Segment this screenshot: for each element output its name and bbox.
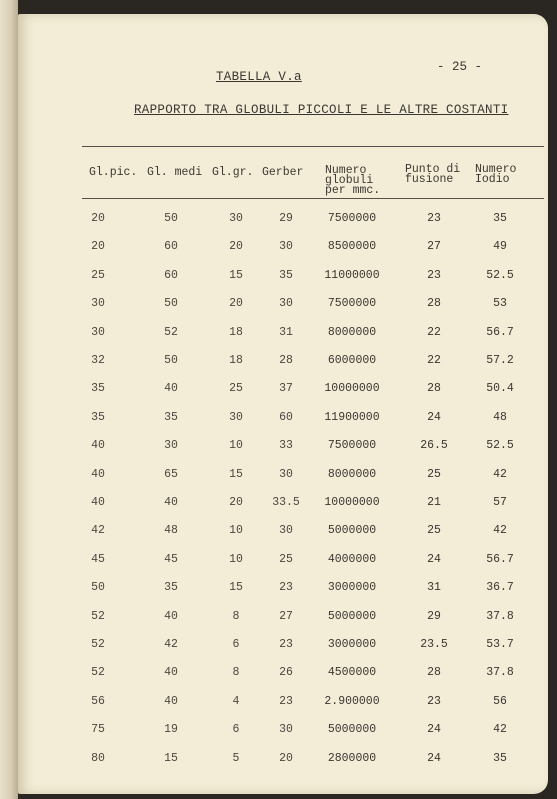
table-cell: 18 — [229, 354, 243, 367]
table-cell: 18 — [229, 325, 243, 339]
table-cell: 29 — [427, 609, 441, 623]
table-cell: 40 — [164, 496, 178, 509]
table-cell: 24 — [427, 751, 441, 765]
table-cell: 24 — [427, 410, 441, 424]
table-cell: 56.7 — [486, 552, 514, 566]
table-cell: 28 — [279, 354, 293, 367]
table-cell: 19 — [164, 723, 178, 737]
table-cell: 48 — [164, 524, 178, 538]
table-cell: 10 — [229, 552, 243, 566]
table-cell: 15 — [229, 268, 243, 282]
table-cell: 52 — [91, 666, 105, 680]
column-header: Gl.pic. — [89, 166, 138, 179]
table-cell: 23.5 — [420, 638, 448, 651]
table-cell: 11900000 — [324, 410, 380, 424]
table-cell: 4000000 — [327, 552, 377, 566]
table-cell: 23 — [427, 268, 441, 282]
table-cell: 52 — [91, 638, 105, 651]
table-cell: 22 — [427, 325, 441, 339]
table-cell: 36.7 — [486, 581, 514, 595]
table-cell: 4 — [232, 694, 240, 708]
table-cell: 23 — [279, 581, 293, 595]
table-cell: 4500000 — [327, 666, 377, 680]
table-cell: 27 — [427, 240, 441, 254]
table-cell: 20 — [91, 240, 105, 254]
column-header: Numero Iodio — [475, 163, 517, 186]
table-header-rule — [82, 198, 544, 199]
page-title: RAPPORTO TRA GLOBULI PICCOLI E LE ALTRE COSTANTI — [134, 103, 509, 117]
table-cell: 2.900000 — [324, 694, 380, 708]
table-cell: 28 — [427, 297, 441, 311]
table-cell: 5000000 — [327, 609, 377, 623]
table-cell: 40 — [91, 467, 105, 481]
table-cell: 40 — [164, 609, 178, 623]
table-cell: 22 — [427, 354, 441, 367]
table-cell: 26.5 — [420, 439, 448, 453]
table-cell: 15 — [229, 467, 243, 481]
table-cell: 42 — [493, 723, 507, 737]
table-cell: 7500000 — [327, 439, 377, 453]
table-cell: 60 — [279, 410, 293, 424]
table-cell: 40 — [164, 382, 178, 396]
table-cell: 42 — [493, 467, 507, 481]
table-cell: 33 — [279, 439, 293, 453]
table-cell: 25 — [279, 552, 293, 566]
table-cell: 42 — [493, 524, 507, 538]
table-cell: 30 — [91, 325, 105, 339]
table-cell: 23 — [279, 638, 293, 651]
table-cell: 15 — [164, 751, 178, 765]
table-cell: 35 — [164, 410, 178, 424]
column-header: Gerber — [262, 166, 304, 179]
table-cell: 80 — [91, 751, 105, 765]
table-cell: 35 — [164, 581, 178, 595]
table-cell: 50 — [164, 297, 178, 311]
table-cell: 7500000 — [327, 297, 377, 311]
table-cell: 20 — [229, 240, 243, 254]
table-cell: 30 — [91, 297, 105, 311]
table-cell: 5 — [232, 751, 240, 765]
table-cell: 23 — [427, 694, 441, 708]
table-cell: 30 — [229, 410, 243, 424]
table-cell: 42 — [164, 638, 178, 651]
table-cell: 56.7 — [486, 325, 514, 339]
table-cell: 57 — [493, 496, 507, 509]
table-cell: 37 — [279, 382, 293, 396]
table-cell: 28 — [427, 666, 441, 680]
table-cell: 50 — [164, 212, 178, 225]
table-cell: 23 — [279, 694, 293, 708]
table-cell: 53.7 — [486, 638, 514, 651]
table-cell: 75 — [91, 723, 105, 737]
table-cell: 49 — [493, 240, 507, 254]
table-cell: 6000000 — [327, 354, 377, 367]
table-cell: 30 — [279, 240, 293, 254]
table-cell: 30 — [229, 212, 243, 225]
page-number: - 25 - — [437, 60, 483, 74]
table-cell: 52 — [91, 609, 105, 623]
table-cell: 21 — [427, 496, 441, 509]
table-cell: 30 — [279, 297, 293, 311]
table-cell: 8000000 — [327, 325, 377, 339]
table-cell: 25 — [427, 524, 441, 538]
table-cell: 10 — [229, 439, 243, 453]
table-top-rule — [82, 146, 544, 147]
table-cell: 35 — [493, 212, 507, 225]
table-cell: 56 — [493, 694, 507, 708]
table-cell: 40 — [164, 666, 178, 680]
table-cell: 11000000 — [324, 268, 380, 282]
table-cell: 27 — [279, 609, 293, 623]
table-cell: 3000000 — [327, 638, 377, 651]
table-cell: 23 — [427, 212, 441, 225]
table-cell: 28 — [427, 382, 441, 396]
table-cell: 30 — [279, 723, 293, 737]
table-cell: 5000000 — [327, 723, 377, 737]
table-cell: 57.2 — [486, 354, 514, 367]
table-cell: 50.4 — [486, 382, 514, 396]
table-cell: 45 — [164, 552, 178, 566]
table-cell: 31 — [427, 581, 441, 595]
table-cell: 40 — [164, 694, 178, 708]
table-cell: 37.8 — [486, 609, 514, 623]
column-header: Numero globuli per mmc. — [325, 164, 381, 197]
table-cell: 8 — [232, 609, 240, 623]
table-cell: 8 — [232, 666, 240, 680]
table-cell: 10000000 — [324, 382, 380, 396]
table-cell: 15 — [229, 581, 243, 595]
table-label: TABELLA V.a — [216, 70, 302, 84]
table-cell: 6 — [232, 723, 240, 737]
table-cell: 20 — [279, 751, 293, 765]
table-cell: 24 — [427, 723, 441, 737]
table-cell: 50 — [164, 354, 178, 367]
table-cell: 20 — [91, 212, 105, 225]
table-cell: 52 — [164, 325, 178, 339]
table-cell: 30 — [279, 524, 293, 538]
table-cell: 5000000 — [327, 524, 377, 538]
table-cell: 53 — [493, 297, 507, 311]
table-cell: 20 — [229, 496, 243, 509]
table-cell: 32 — [91, 354, 105, 367]
table-cell: 30 — [164, 439, 178, 453]
table-cell: 7500000 — [327, 212, 377, 225]
table-cell: 25 — [91, 268, 105, 282]
table-cell: 35 — [91, 410, 105, 424]
column-header: Gl.gr. — [212, 166, 254, 179]
table-cell: 52.5 — [486, 439, 514, 453]
table-cell: 31 — [279, 325, 293, 339]
table-cell: 8000000 — [327, 467, 377, 481]
table-cell: 45 — [91, 552, 105, 566]
table-cell: 8500000 — [327, 240, 377, 254]
table-cell: 2800000 — [327, 751, 377, 765]
table-cell: 29 — [279, 212, 293, 225]
table-cell: 26 — [279, 666, 293, 680]
table-cell: 37.8 — [486, 666, 514, 680]
table-cell: 35 — [493, 751, 507, 765]
column-header: Punto di fusione — [405, 163, 461, 186]
table-cell: 56 — [91, 694, 105, 708]
table-cell: 25 — [229, 382, 243, 396]
table-cell: 40 — [91, 496, 105, 509]
table-cell: 3000000 — [327, 581, 377, 595]
table-cell: 60 — [164, 240, 178, 254]
table-cell: 52.5 — [486, 268, 514, 282]
table-cell: 48 — [493, 410, 507, 424]
table-cell: 20 — [229, 297, 243, 311]
table-cell: 65 — [164, 467, 178, 481]
table-cell: 24 — [427, 552, 441, 566]
table-cell: 10000000 — [324, 496, 380, 509]
table-cell: 30 — [279, 467, 293, 481]
table-cell: 35 — [279, 268, 293, 282]
table-cell: 42 — [91, 524, 105, 538]
book-spine — [0, 0, 18, 799]
table-cell: 40 — [91, 439, 105, 453]
table-cell: 10 — [229, 524, 243, 538]
table-cell: 33.5 — [272, 496, 300, 509]
table-cell: 35 — [91, 382, 105, 396]
column-header: Gl. medi — [147, 166, 203, 179]
table-cell: 25 — [427, 467, 441, 481]
table-cell: 6 — [232, 638, 240, 651]
table-cell: 60 — [164, 268, 178, 282]
table-cell: 50 — [91, 581, 105, 595]
